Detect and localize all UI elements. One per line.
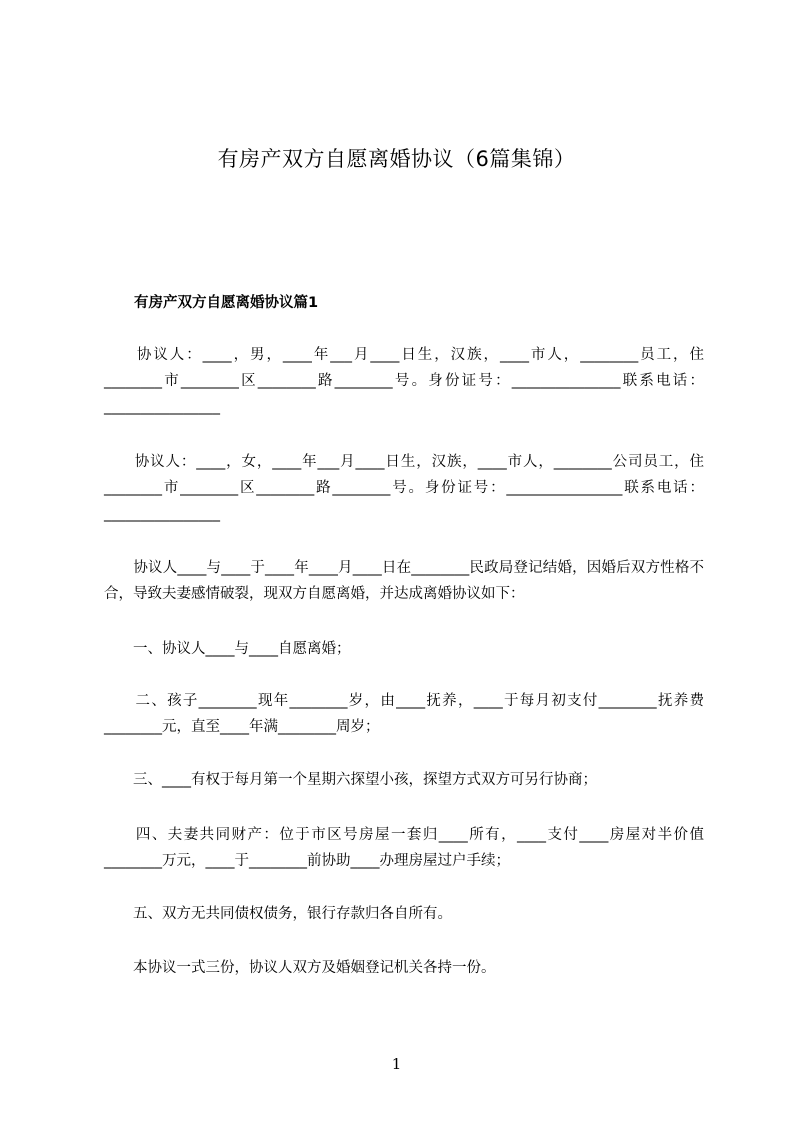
paragraph-party-female: 协议人：____，女，____年___月____日生，汉族，____市人，________公司员工，住________市________区________路________号。身份证号：________________联系电话：________________ [104, 454, 704, 522]
clause-2-child-custody: 二、孩子________现年________岁，由____抚养，____于每月初支付________抚养费________元，直至____年满________周岁； [104, 693, 704, 735]
section-heading: 有房产双方自愿离婚协议篇1 [134, 295, 319, 311]
agreement-copies: 本协议一式三份，协议人双方及婚姻登记机关各持一份。 [104, 960, 496, 976]
clause-1-divorce: 一、协议人____与____自愿离婚； [104, 641, 351, 657]
page-number: 1 [391, 1055, 402, 1073]
clause-4-property: 四、夫妻共同财产：位于市区号房屋一套归____所有，____支付____房屋对半价值________万元，____于________前协助____办理房屋过户手续； [104, 827, 704, 869]
clause-3-visitation: 三、____有权于每月第一个星期六探望小孩，探望方式双方可另行协商； [104, 772, 597, 788]
clause-5-debts: 五、双方无共同债权债务，银行存款归各自所有。 [104, 906, 452, 922]
paragraph-marriage-background: 协议人____与____于____年____月____日在________民政局登记结婚，因婚后双方性格不合，导致夫妻感情破裂，现双方自愿离婚，并达成离婚协议如下： [104, 560, 704, 602]
paragraph-party-male: 协议人：____，男，____年___月____日生，汉族，____市人，________员工，住________市________区________路________号。身份证号：_______________联系电话：________________ [104, 347, 704, 415]
document-title: 有房产双方自愿离婚协议（6篇集锦） [217, 147, 576, 171]
